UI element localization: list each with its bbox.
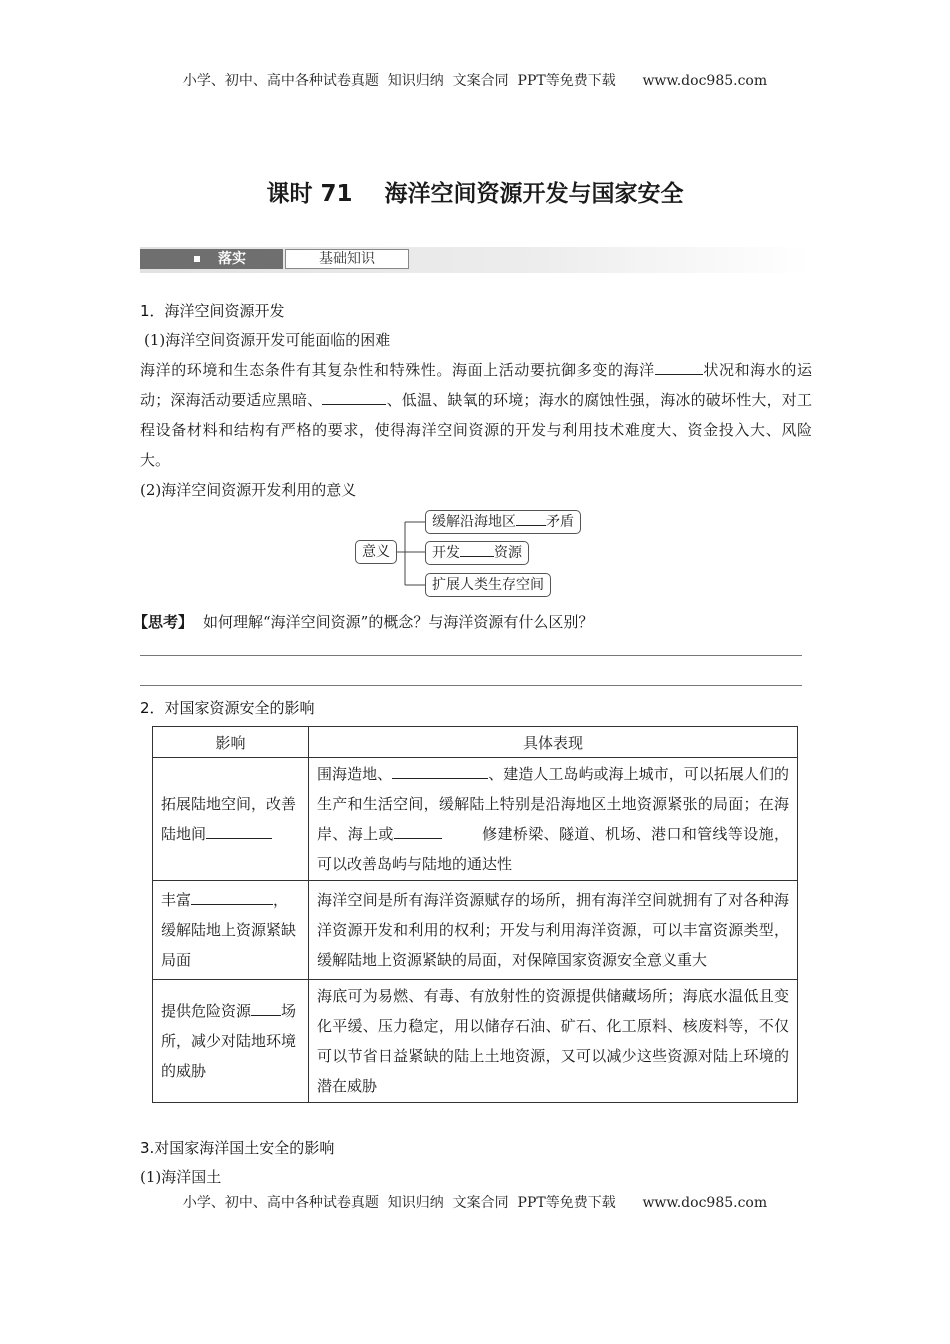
table-row <box>153 881 798 980</box>
answer-line[interactable] <box>140 655 802 656</box>
think-question: 如何理解“海洋空间资源”的概念？与海洋资源有什么区别？ <box>203 613 594 631</box>
mindmap-branch-2-pre: 开发 <box>432 545 460 561</box>
fill-blank[interactable] <box>206 824 272 839</box>
table-header-row <box>153 727 798 758</box>
cell-text: 丰富 <box>161 891 192 909</box>
fill-blank[interactable] <box>460 542 494 557</box>
mindmap-root: 意义 <box>355 540 397 564</box>
paragraph-text-c: 、低温、缺氧的环境；海水的腐蚀性强，海冰的破坏性大，对工程设备材料和结构有严格的要求，使得海洋空间资源的开发与利用技术难度大、资金投入大、风险大。 <box>140 391 812 469</box>
square-bullet-icon <box>194 256 200 262</box>
cell-text-post: ，缓解陆地上资源紧缺局面 <box>161 891 297 969</box>
header-banner: 小学、初中、高中各种试卷真题 知识归纳 文案合同 PPT等免费下载 www.doc985.com <box>182 73 768 89</box>
mindmap-branch-1 <box>425 510 581 534</box>
paragraph-text-a: 海洋的环境和生态条件有其复杂性和特殊性。海面上活动要抗御多变的海洋 <box>140 361 655 379</box>
table-cell-impact <box>153 758 309 881</box>
section-3-heading: 3.对国家海洋国土安全的影响 <box>140 1139 335 1157</box>
cell-text: 拓展陆地空间，改善陆地间 <box>161 795 297 843</box>
section-1-paragraph <box>140 355 812 475</box>
cell-text: 提供危险资源 <box>161 1002 252 1020</box>
cell-text-a: 围海造地、 <box>317 765 393 783</box>
cell-text-post: 场所，减少对陆地环境的威胁 <box>161 1002 297 1080</box>
impact-table <box>152 726 798 1103</box>
table-cell-impact <box>153 980 309 1103</box>
table-cell-impact <box>153 881 309 980</box>
mindmap-branch-2 <box>425 541 529 565</box>
fill-blank[interactable] <box>251 1001 281 1016</box>
cell-text-b: 、建造人工岛屿或海上城市，可以拓展人们的生产和生活空间，缓解陆上特别是沿海地区土地资源紧张的局面；在海岸、海上或 <box>317 765 789 843</box>
think-prompt <box>133 611 593 632</box>
section-1-sub-2: (2)海洋空间资源开发利用的意义 <box>140 481 357 499</box>
section-bar-left-label: 落实 <box>218 251 246 267</box>
fill-blank[interactable] <box>191 890 273 905</box>
section-bar-dark-tab <box>140 249 283 269</box>
fill-blank[interactable] <box>394 824 442 839</box>
mindmap-branch-1-pre: 缓解沿海地区 <box>432 514 516 530</box>
footer-banner: 小学、初中、高中各种试卷真题 知识归纳 文案合同 PPT等免费下载 www.doc985.com <box>182 1195 768 1211</box>
table-row <box>153 980 798 1103</box>
table-header-impact: 影响 <box>153 727 309 758</box>
page-title: 课时 71 海洋空间资源开发与国家安全 <box>266 181 684 207</box>
section-2-heading: 2．对国家资源安全的影响 <box>140 699 315 717</box>
section-1-heading: 1．海洋空间资源开发 <box>140 302 285 320</box>
section-1-sub-1: (1)海洋空间资源开发可能面临的困难 <box>144 331 391 349</box>
fill-blank[interactable] <box>655 360 703 375</box>
table-cell-details: 海洋空间是所有海洋资源赋存的场所，拥有海洋空间就拥有了对各种海洋资源开发和利用的权利；开发与利用海洋资源，可以丰富资源类型，缓解陆地上资源紧缺的局面，对保障国家资源安全意义重大 <box>309 881 798 980</box>
mindmap-branch-1-post: 矛盾 <box>546 514 574 530</box>
section-bar-right-label: 基础知识 <box>285 249 409 269</box>
table-cell-details: 海底可为易燃、有毒、有放射性的资源提供储藏场所；海底水温低且变化平缓、压力稳定，用以储存石油、矿石、化工原料、核废料等，不仅可以节省日益紧缺的陆上土地资源，又可以减少这些资源对陆上环境的潜在威胁 <box>309 980 798 1103</box>
table-row <box>153 758 798 881</box>
cell-text-c: 修建桥梁、隧道、机场、港口和管线等设施，可以改善岛屿与陆地的通达性 <box>317 825 789 873</box>
fill-blank[interactable] <box>322 390 386 405</box>
table-header-details: 具体表现 <box>309 727 798 758</box>
mindmap-branch-3: 扩展人类生存空间 <box>425 573 551 597</box>
fill-blank[interactable] <box>392 764 488 779</box>
paragraph-text-b: 状况和海水的运动；深海活动要适应黑暗、 <box>140 361 812 409</box>
table-cell-details <box>309 758 798 881</box>
answer-line[interactable] <box>140 685 802 686</box>
section-3-sub-1: (1)海洋国土 <box>140 1168 222 1186</box>
fill-blank[interactable] <box>516 511 546 526</box>
section-bar <box>140 247 810 273</box>
think-label: 【思考】 <box>133 613 194 631</box>
mindmap-branch-2-post: 资源 <box>494 545 522 561</box>
